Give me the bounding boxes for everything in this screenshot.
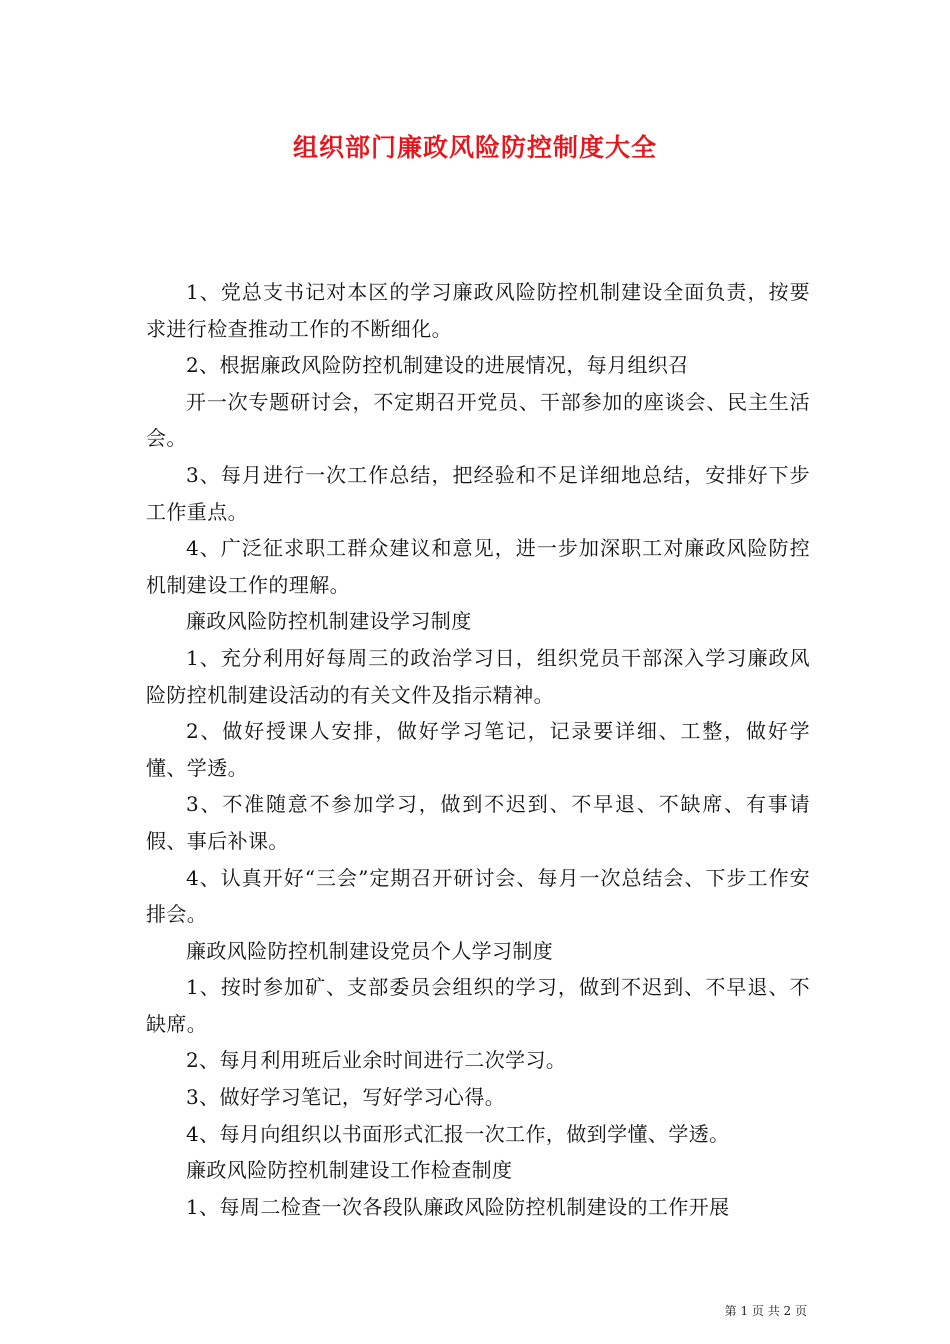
document-title: 组织部门廉政风险防控制度大全 [292, 133, 657, 162]
paragraph: 4、广泛征求职工群众建议和意见，进一步加深职工对廉政风险防控机制建设工作的理解。 [146, 536, 810, 597]
section-heading: 廉政风险防控机制建设工作检查制度 [186, 1158, 513, 1183]
paragraph: 3、不准随意不参加学习，做到不迟到、不早退、不缺席、有事请假、事后补课。 [146, 792, 810, 853]
paragraph: 开一次专题研讨会，不定期召开党员、干部参加的座谈会、民主生活会。 [146, 389, 810, 451]
paragraph: 1、每周二检查一次各段队廉政风险防控机制建设的工作开展 [186, 1194, 730, 1219]
paragraph: 1、按时参加矿、支部委员会组织的学习，做到不迟到、不早退、不缺席。 [146, 975, 810, 1036]
paragraph: 1、党总支书记对本区的学习廉政风险防控机制建设全面负责，按要求进行检查推动工作的不断细化。 [146, 280, 810, 341]
paragraph: 3、每月进行一次工作总结，把经验和不足详细地总结，安排好下步工作重点。 [146, 462, 810, 524]
document-body [146, 274, 810, 1225]
paragraph: 4、每月向组织以书面形式汇报一次工作，做到学懂、学透。 [186, 1121, 730, 1146]
paragraph: 2、做好授课人安排，做好学习笔记，记录要详细、工整，做好学懂、学透。 [146, 719, 810, 780]
page-number-footer: 第 1 页 共 2 页 [724, 1304, 807, 1318]
section-heading: 廉政风险防控机制建设党员个人学习制度 [186, 938, 554, 963]
section-heading: 廉政风险防控机制建设学习制度 [186, 609, 472, 634]
paragraph: 2、根据廉政风险防控机制建设的进展情况，每月组织召 [186, 353, 689, 378]
paragraph: 1、充分利用好每周三的政治学习日，组织党员干部深入学习廉政风险防控机制建设活动的有关文件及指示精神。 [146, 645, 810, 707]
paragraph: 2、每月利用班后业余时间进行二次学习。 [186, 1048, 567, 1073]
paragraph: 3、做好学习笔记，写好学习心得。 [186, 1085, 506, 1110]
paragraph: 4、认真开好“三会”定期召开研讨会、每月一次总结会、下步工作安排会。 [146, 865, 810, 927]
